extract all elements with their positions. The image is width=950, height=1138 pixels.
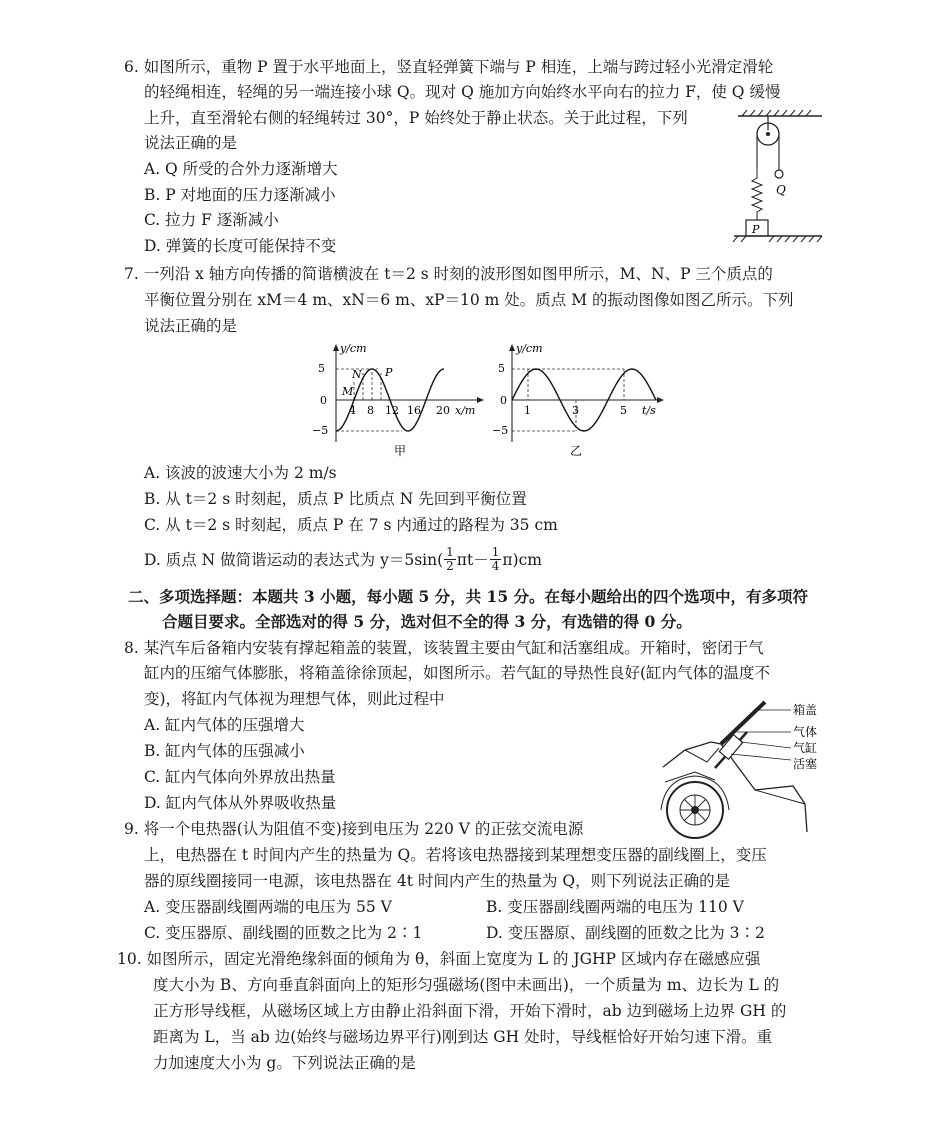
q6-label-q: Q: [776, 183, 786, 197]
q9-option-d: D. 变压器原、副线圈的匝数之比为 3∶2: [486, 924, 765, 942]
frac2-num: 1: [491, 545, 500, 559]
q7-option-d-pre: D. 质点 N 做简谐运动的表达式为 y＝5sin(: [144, 550, 444, 569]
spring: [752, 170, 762, 220]
ball-q: [775, 170, 783, 178]
jia-xtick-8: 8: [367, 404, 374, 417]
q7-graph-yi: [492, 338, 668, 460]
jia-label-p: P: [385, 366, 393, 379]
yi-ytick-neg5: −5: [492, 424, 509, 437]
q7-stem-line-1: 7. 一列沿 x 轴方向传播的简谐横波在 t＝2 s 时刻的波形图如图甲所示，M、N、P 三个质点的: [124, 265, 773, 283]
q8-option-a: A. 缸内气体的压强增大: [144, 716, 305, 734]
q9-stem-line-2: 上，电热器在 t 时间内产生的热量为 Q。若将该电热器接到某理想变压器的副线圈上，变压: [144, 846, 767, 864]
yi-ylabel: y/cm: [516, 342, 543, 355]
q9-option-a: A. 变压器副线圈两端的电压为 55 V: [144, 898, 392, 916]
q10-stem-line-3: 正方形导线框，从磁场区域上方由静止沿斜面下滑，开始下滑时，ab 边到磁场上边界 GH 的: [153, 1002, 787, 1020]
yi-caption: 乙: [570, 444, 583, 458]
q8-stem-line-1: 8. 某汽车后备箱内安装有撑起箱盖的装置，该装置主要由气缸和活塞组成。开箱时，密闭于气: [124, 639, 764, 657]
yi-ytick-5: 5: [498, 362, 505, 375]
q10-stem-line-4: 距离为 L，当 ab 边(始终与磁场边界平行)刚到达 GH 处时，导线框恰好开始匀速下滑。重: [153, 1028, 773, 1046]
q7-stem-line-3: 说法正确的是: [144, 317, 238, 335]
q6-stem-line-4: 说法正确的是: [144, 134, 238, 152]
q7-option-d-frac1: [444, 546, 456, 573]
jia-ytick-5: 5: [318, 362, 325, 375]
label-piston: 活塞: [793, 757, 818, 771]
q6-stem-line-1: 6. 如图所示，重物 P 置于水平地面上，竖直轻弹簧下端与 P 相连，上端与跨过轻小光滑定滑轮: [124, 58, 774, 76]
q8-stem-line-3: 变)，将缸内气体视为理想气体，则此过程中: [144, 690, 445, 708]
car-body: [663, 742, 807, 832]
q6-option-b: B. P 对地面的压力逐渐减小: [144, 186, 336, 204]
q7-graph-jia: [308, 338, 488, 460]
jia-xtick-4: 4: [349, 404, 356, 417]
jia-xlabel: x/m: [455, 404, 476, 417]
q6-option-c: C. 拉力 F 逐渐减小: [144, 211, 279, 229]
q8-option-c: C. 缸内气体向外界放出热量: [144, 768, 336, 786]
q7-option-c: C. 从 t＝2 s 时刻起，质点 P 在 7 s 内通过的路程为 35 cm: [144, 516, 558, 534]
jia-xtick-20: 20: [436, 404, 450, 417]
jia-ytick-neg5: −5: [312, 424, 329, 437]
q6-stem-line-2: 的轻绳相连，轻绳的另一端连接小球 Q。现对 Q 施加方向始终水平向右的拉力 F，使 Q 缓慢: [144, 83, 781, 101]
label-cylinder: 气缸: [793, 741, 818, 755]
jia-ytick-0: 0: [320, 394, 327, 407]
frac1-den: 2: [446, 559, 454, 573]
frac2-den: 4: [491, 559, 500, 573]
q8-option-d: D. 缸内气体从外界吸收热量: [144, 794, 337, 812]
q7-option-b: B. 从 t＝2 s 时刻起，质点 P 比质点 N 先回到平衡位置: [144, 490, 527, 508]
q6-option-a: A. Q 所受的合外力逐渐增大: [144, 160, 338, 178]
q10-stem-line-1: 10. 如图所示，固定光滑绝缘斜面的倾角为 θ，斜面上宽度为 L 的 JGHP 区域内存在磁感应强: [117, 950, 761, 968]
q7-option-d-mid: πt－: [456, 550, 489, 569]
q7-stem-line-2: 平衡位置分别在 xM＝4 m、xN＝6 m、xP＝10 m 处。质点 M 的振动图像如图乙所示。下列: [144, 291, 794, 309]
yi-ytick-0: 0: [500, 394, 507, 407]
jia-ylabel: y/cm: [340, 342, 367, 355]
section2-heading-line-2: 合题目要求。全部选对的得 5 分，选对但不全的得 3 分，有选错的得 0 分。: [162, 612, 692, 631]
jia-xtick-12: 12: [385, 404, 399, 417]
q8-stem-line-2: 缸内的压缩气体膨胀，将箱盖徐徐顶起，如图所示。若气缸的导热性良好(缸内气体的温度不: [144, 664, 771, 682]
jia-caption: 甲: [394, 444, 407, 458]
yi-xtick-3: 3: [572, 404, 579, 417]
q6-pulley-figure: [730, 108, 830, 248]
q9-stem-line-3: 器的原线圈接同一电源，该电热器在 4t 时间内产生的热量为 Q，则下列说法正确的是: [144, 872, 731, 890]
frac1-num: 1: [446, 545, 454, 559]
q9-stem-line-1: 9. 将一个电热器(认为阻值不变)接到电压为 220 V 的正弦交流电源: [124, 820, 584, 838]
jia-xtick-16: 16: [407, 404, 421, 417]
label-gas: 气体: [793, 725, 818, 739]
q10-stem-line-5: 力加速度大小为 g。下列说法正确的是: [153, 1054, 416, 1072]
q8-option-b: B. 缸内气体的压强减小: [144, 742, 305, 760]
q6-option-d: D. 弹簧的长度可能保持不变: [144, 237, 337, 255]
q6-stem-line-3: 上升，直至滑轮右侧的轻绳转过 30°，P 始终处于静止状态。关于此过程，下列: [144, 109, 688, 127]
q6-label-p: P: [752, 223, 760, 236]
yi-xtick-1: 1: [524, 404, 531, 417]
q7-option-d-post: π)cm: [502, 550, 542, 569]
q10-stem-line-2: 度大小为 B、方向垂直斜面向上的矩形匀强磁场(图中未画出)，一个质量为 m、边长为 L 的: [153, 976, 780, 994]
jia-label-n: N: [352, 368, 362, 381]
q7-option-a: A. 该波的波速大小为 2 m/s: [144, 464, 337, 482]
q7-option-d: [144, 546, 542, 573]
q8-car-trunk-figure: [655, 692, 835, 842]
section2-heading-line-1: 二、多项选择题：本题共 3 小题，每小题 5 分，共 15 分。在每小题给出的四个选项中，有多项符: [128, 587, 809, 606]
gas-cylinder: [719, 735, 742, 760]
q7-option-d-frac2: [490, 546, 502, 573]
q9-option-b: B. 变压器副线圈两端的电压为 110 V: [486, 898, 744, 916]
yi-xlabel: t/s: [642, 404, 656, 417]
jia-label-m: M: [342, 385, 354, 398]
yi-xtick-5: 5: [620, 404, 627, 417]
q9-option-c: C. 变压器原、副线圈的匝数之比为 2∶1: [144, 924, 423, 942]
label-trunk-lid: 箱盖: [793, 703, 818, 717]
